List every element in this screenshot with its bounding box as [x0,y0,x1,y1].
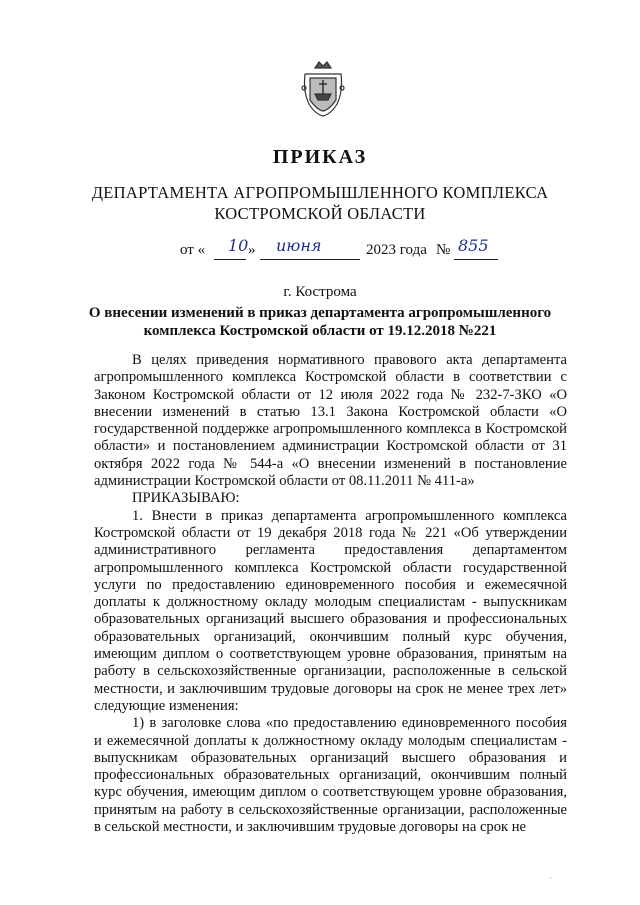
department-name [0,182,640,224]
department-line-1: ДЕПАРТАМЕНТА АГРОПРОМЫШЛЕННОГО КОМПЛЕКСА [91,183,549,202]
department-line-2: КОСТРОМСКОЙ ОБЛАСТИ [214,204,426,223]
date-month-handwritten: июня [276,236,322,255]
preamble-paragraph: В целях приведения нормативного правового акта департамента агропромышленного комплекса Костромской области в соответствии с Законом Костромской области от 12 июля 2022 года № 232-7-ЗКО «О внесении изменений в статью 13.1 Закона Костромской области «О государственной поддержке агропромышленного комплекса в Костромской области» и постановлением администрации Костромской области от 31 октября 2022 года № 544-а «О внесении изменений в постановление администрации Костромской области от 08.11.2011 № 411-а» [94,352,567,490]
date-prefix: от « [180,242,206,258]
order-subject [0,304,640,340]
date-line [180,238,520,264]
order-word: ПРИКАЗЫВАЮ: [132,490,240,507]
subitem-1-paragraph: 1) в заголовке слова «по предоставлению единовременного пособия и ежемесячной доплаты к должностному окладу молодым специалистам - выпускникам образовательных организаций высшего образования и профессиональных образовательных организаций, окончившим полный курс обучения, имеющим диплом о соответствующем уровне образования, принятым на работу в сельскохозяйственные организации, расположенные в сельской местности, и заключившим трудовые договоры на срок не [94,715,567,836]
date-day-handwritten: 10 [228,236,249,255]
city-name: г. Кострома [283,284,357,300]
item-1-paragraph: 1. Внести в приказ департамента агропромышленного комплекса Костромской области от 19 декабря 2018 года № 221 «Об утверждении административного регламента предоставления департаментом агропромышленного комплекса Костромской области государственной услуги по предоставлению единовременного пособия и ежемесячной доплаты к должностному окладу молодым специалистам - выпускникам образовательных организаций высшего образования и профессиональных образовательных организаций, окончившим полный курс обучения, имеющим диплом о соответствующем уровне образования, принятым на работу в сельскохозяйственные организации, расположенные в сельской местности, и заключившим трудовые договоры на срок не менее трех лет» следующие изменения: [94,507,567,714]
date-year: 2023 года [366,242,427,258]
number-underline [454,259,498,260]
document-title: ПРИКАЗ [272,146,368,168]
document-body [94,352,567,836]
coat-of-arms-emblem [301,58,345,118]
subject-line-2: комплекса Костромской области от 19.12.2018 №221 [143,323,497,339]
order-number-handwritten: 855 [458,236,489,255]
day-underline [214,259,246,260]
month-underline [260,259,360,260]
subject-line-1: О внесении изменений в приказ департамента агропромышленного [88,305,552,321]
number-sign: № [436,242,451,258]
date-mid: » [248,242,256,258]
page-mark: · [549,873,552,883]
